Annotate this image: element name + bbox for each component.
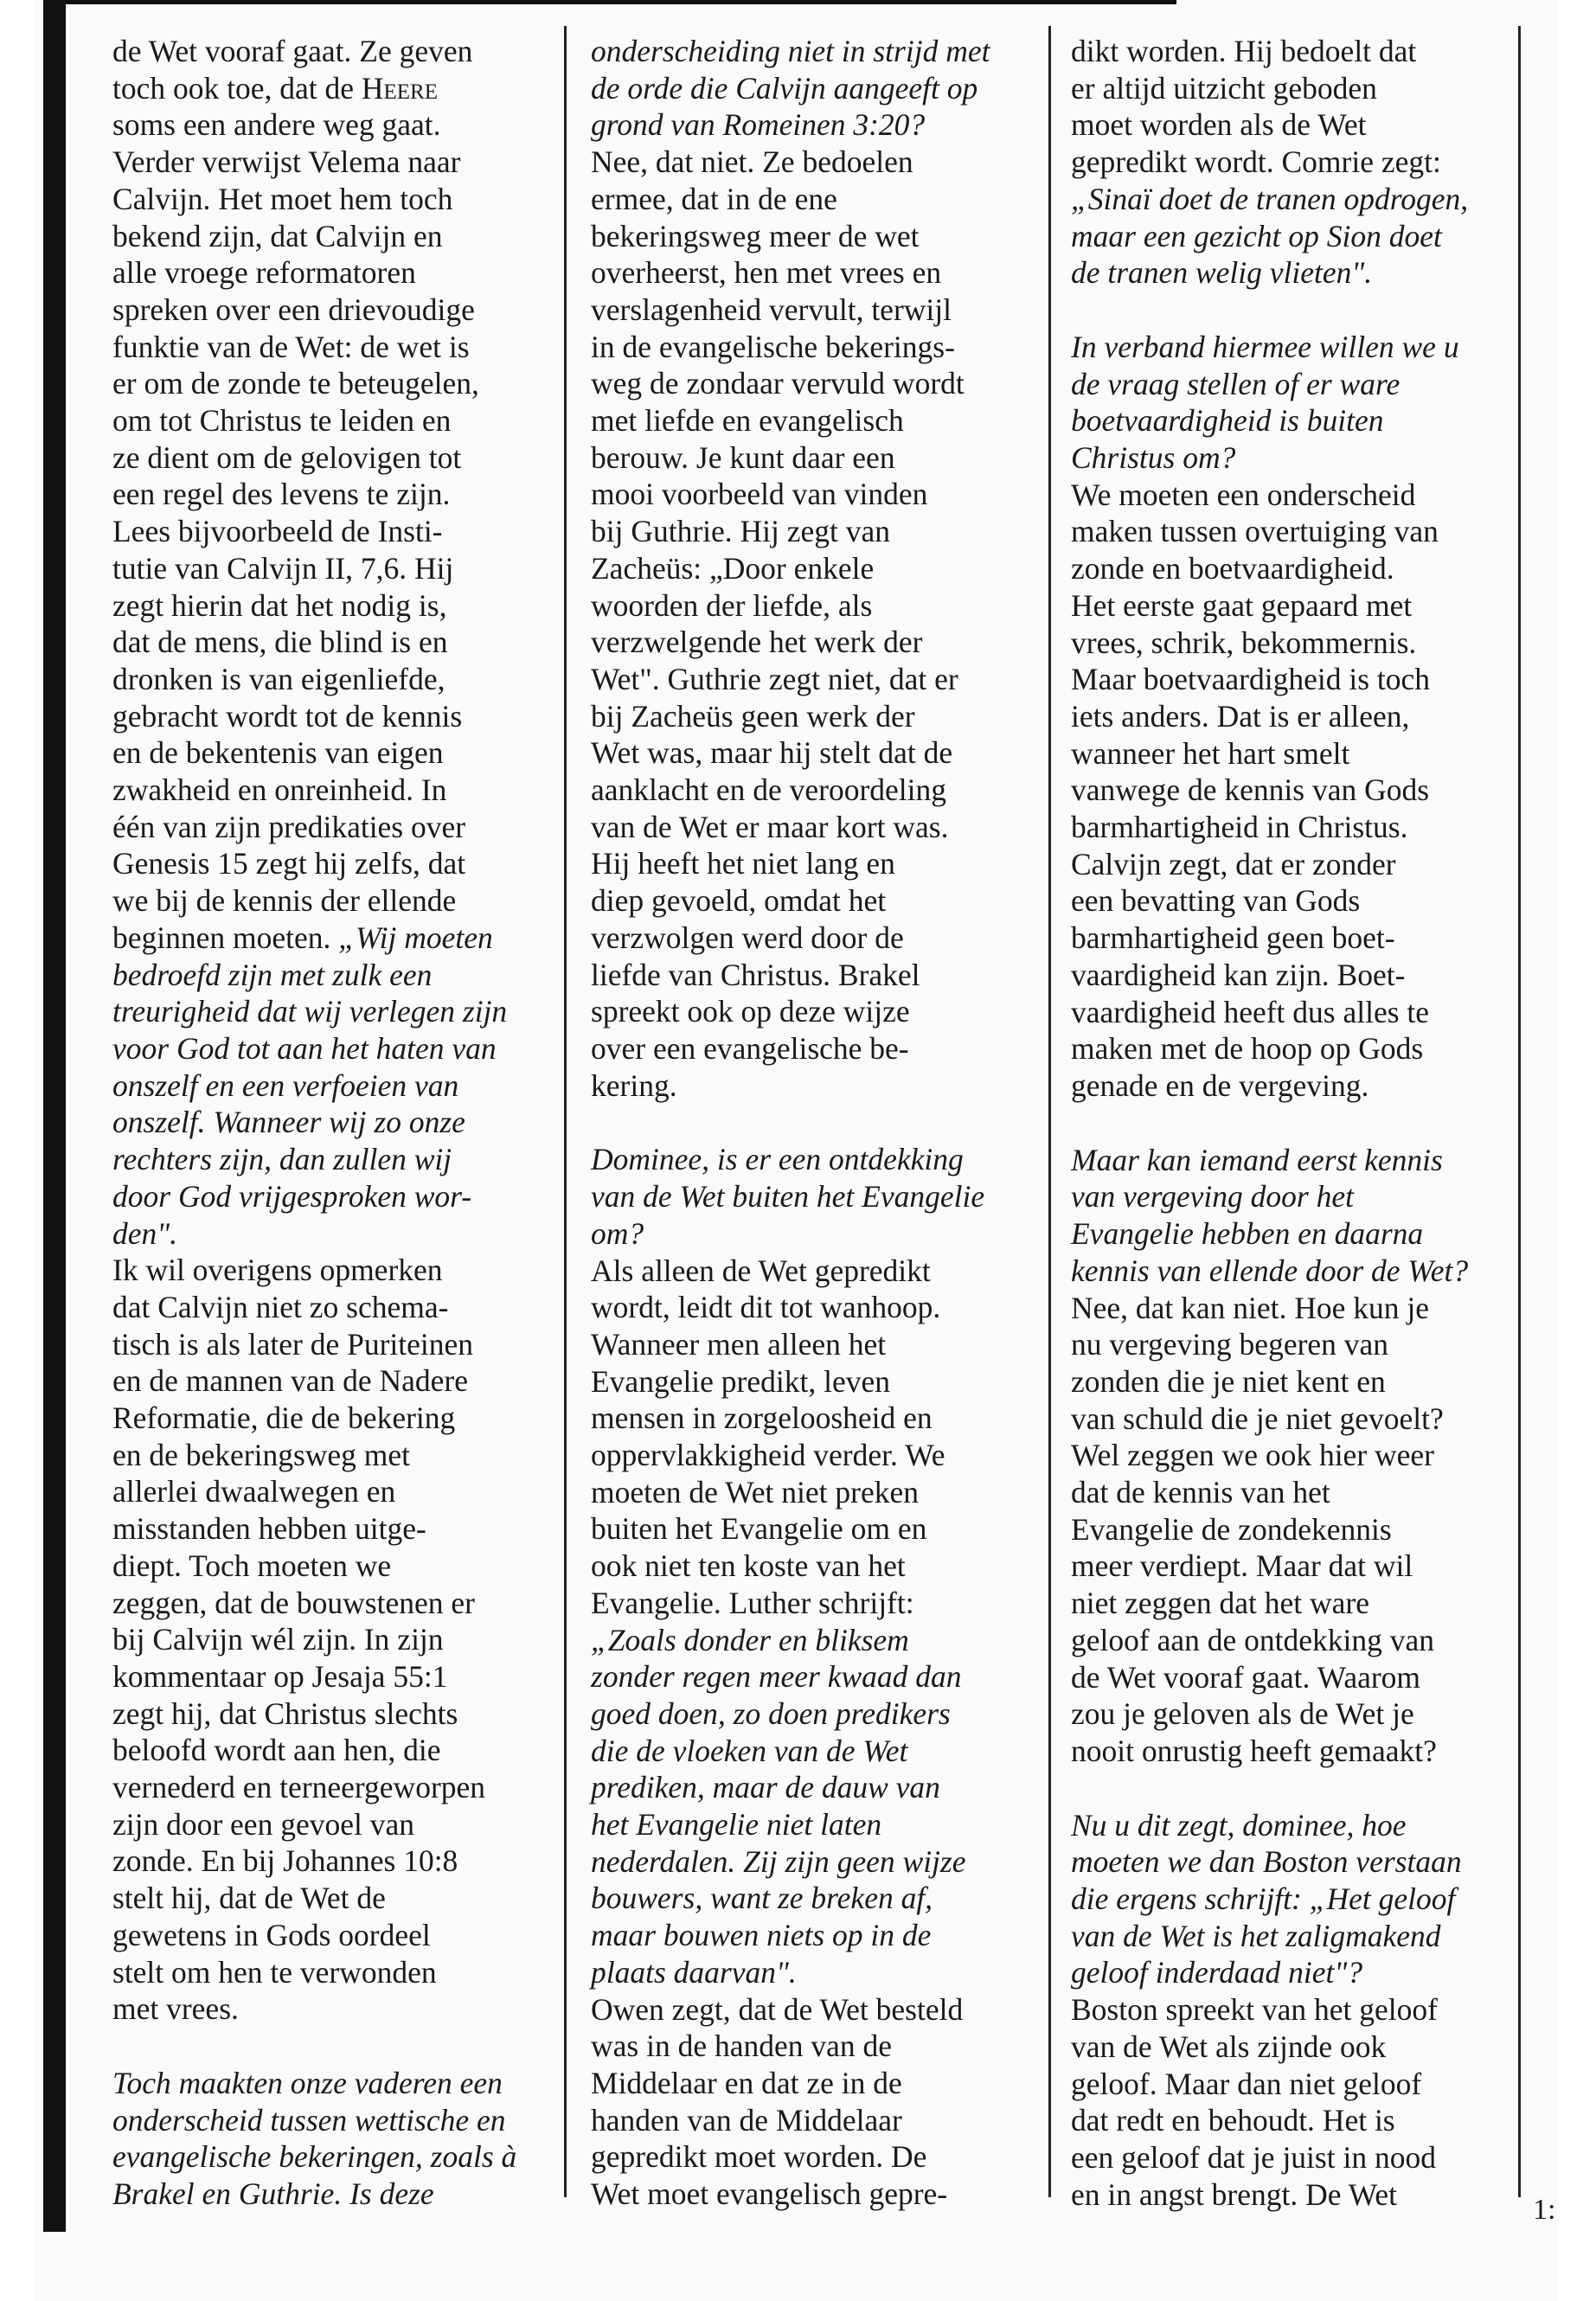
col3-question-line: kennis van ellende door de Wet?: [1071, 1253, 1469, 1288]
col1-question-line: onderscheid tussen wettische en: [112, 2102, 506, 2138]
col3-line: vaardigheid heeft dus alles te: [1071, 994, 1430, 1029]
col2-line: bij Guthrie. Hij zegt van: [591, 514, 891, 549]
col2-question-line: onderscheiding niet in strijd met: [591, 34, 990, 68]
col2-line: ermee, dat in de ene: [591, 181, 837, 216]
col2-line: verslagenheid vervult, terwijl: [591, 292, 952, 327]
col3-line: nooit onrustig heeft gemaakt?: [1071, 1733, 1437, 1768]
col1-text: beginnen moeten.: [112, 920, 331, 955]
col2-quote-line: prediken, maar de dauw van: [591, 1770, 940, 1805]
left-black-edge: [43, 0, 66, 2232]
col1-quote-line: door God vrijgesproken wor-: [112, 1178, 472, 1214]
col3-line: dat de kennis van het: [1071, 1475, 1330, 1510]
col1-line: soms een andere weg gaat.: [112, 107, 441, 143]
col1-quote-line: voor God tot aan het haten van: [112, 1030, 497, 1066]
col3-line: Nee, dat kan niet. Hoe kun je: [1071, 1290, 1430, 1325]
col2-line: oppervlakkigheid verder. We: [591, 1438, 945, 1473]
col1-line: zegt hij, dat Christus slechts: [112, 1695, 458, 1731]
col2-line: Zacheüs: „Door enkele: [591, 550, 875, 586]
col3-line: iets anders. Dat is er alleen,: [1071, 698, 1410, 734]
col3-line: geloof aan de ontdekking van: [1071, 1622, 1434, 1657]
col2-line: bij Zacheüs geen werk der: [591, 698, 915, 734]
col2-line: weg de zondaar vervuld wordt: [591, 366, 965, 401]
col3-line: Maar boetvaardigheid is toch: [1071, 662, 1431, 697]
col1-line: dat de mens, die blind is en: [112, 625, 448, 660]
col2-line: handen van de Middelaar: [591, 2102, 902, 2138]
col2-line: wordt, leidt dit tot wanhoop.: [591, 1290, 941, 1325]
col3-line: en in angst brengt. De Wet: [1071, 2176, 1398, 2212]
col3-line: genade en de vergeving.: [1071, 1067, 1369, 1103]
col2-question-line: grond van Romeinen 3:20?: [591, 107, 926, 143]
col2-line: Owen zegt, dat de Wet besteld: [591, 1991, 964, 2027]
col3-question-line: die ergens schrijft: „Het geloof: [1071, 1881, 1456, 1917]
col3-line: een bevatting van Gods: [1071, 883, 1361, 919]
col3-line: dat redt en behoudt. Het is: [1071, 2103, 1395, 2138]
col1-line: zwakheid en onreinheid. In: [112, 772, 447, 808]
col1-question-line: evangelische bekeringen, zoals à: [112, 2139, 517, 2175]
col1-line: tisch is als later de Puriteinen: [112, 1326, 474, 1362]
col1-line: Verder verwijst Velema naar: [112, 144, 461, 180]
col3-question-line: Nu u dit zegt, dominee, hoe: [1071, 1807, 1407, 1843]
col1-line: één van zijn predikaties over: [112, 809, 466, 844]
col3-line: barmhartigheid in Christus.: [1071, 810, 1408, 845]
col3-line: wanneer het hart smelt: [1071, 735, 1350, 771]
col1-quote-line: bedroefd zijn met zulk een: [112, 957, 433, 992]
col1-line: de Wet vooraf gaat. Ze geven: [112, 34, 473, 68]
col1-line: ze dient om de gelovigen tot: [112, 439, 462, 475]
col3-quote-line: maar een gezicht op Sion doet: [1071, 218, 1442, 253]
col2-question-line: van de Wet buiten het Evangelie: [591, 1179, 985, 1215]
col1-line: en de bekentenis van eigen: [112, 735, 444, 771]
col3-question-line: moeten we dan Boston verstaan: [1071, 1844, 1462, 1880]
col1-line: spreken over een drievoudige: [112, 292, 475, 327]
col1-quote-line: onszelf en een verfoeien van: [112, 1067, 459, 1103]
col3-line: moet worden als de Wet: [1071, 107, 1367, 143]
col1-line: en de mannen van de Nadere: [112, 1363, 469, 1399]
col1-question-line: Toch maakten onze vaderen een: [112, 2065, 503, 2100]
col1-line: zonde. En bij Johannes 10:8: [112, 1843, 458, 1879]
col2-line: diep gevoeld, omdat het: [591, 883, 887, 919]
column-2: [591, 33, 1036, 2213]
col3-line: maken met de hoop op Gods: [1071, 1031, 1424, 1067]
col2-line: Hij heeft het niet lang en: [591, 846, 895, 881]
col2-line: gepredikt moet worden. De: [591, 2139, 927, 2175]
col1-line: tutie van Calvijn II, 7,6. Hij: [112, 550, 454, 586]
col3-line: er altijd uitzicht geboden: [1071, 70, 1377, 106]
col3-line: gepredikt wordt. Comrie zegt:: [1071, 144, 1441, 180]
col2-line: aanklacht en de veroordeling: [591, 772, 947, 808]
col3-line: een geloof dat je juist in nood: [1071, 2139, 1436, 2175]
col2-quote-line: het Evangelie niet laten: [591, 1807, 882, 1843]
col1-line: met vrees.: [112, 1991, 239, 2027]
col2-line: verzwolgen werd door de: [591, 920, 904, 955]
col1-quote-line: rechters zijn, dan zullen wij: [112, 1142, 452, 1177]
col3-line: We moeten een onderscheid: [1071, 477, 1416, 512]
col1-line: om tot Christus te leiden en: [112, 403, 452, 439]
col3-line: Het eerste gaat gepaard met: [1071, 587, 1413, 623]
top-rule: [43, 0, 1176, 4]
col1-line: allerlei dwaalwegen en: [112, 1474, 396, 1509]
col2-line: Nee, dat niet. Ze bedoelen: [591, 144, 913, 180]
col3-line: Boston spreekt van het geloof: [1071, 1992, 1438, 2028]
col2-quote-line: die de vloeken van de Wet: [591, 1733, 908, 1768]
column-1: [112, 33, 545, 2213]
column-rule-1: [564, 26, 567, 2197]
col3-line: dikt worden. Hij bedoelt dat: [1071, 34, 1417, 68]
col3-line: van schuld die je niet gevoelt?: [1071, 1400, 1444, 1436]
col1-line: misstanden hebben uitge-: [112, 1511, 426, 1547]
col3-quote-line: „Sinaï doet de tranen opdrogen,: [1071, 181, 1469, 216]
col1-line: gebracht wordt tot de kennis: [112, 698, 463, 734]
col3-line: zonden die je niet kent en: [1071, 1363, 1386, 1399]
col1-line: zegt hierin dat het nodig is,: [112, 587, 447, 623]
col3-line: Evangelie de zondekennis: [1071, 1511, 1392, 1547]
col3-line: zou je geloven als de Wet je: [1071, 1696, 1414, 1732]
col2-line: Wanneer men alleen het: [591, 1326, 887, 1362]
col1-line: zeggen, dat de bouwstenen er: [112, 1585, 475, 1620]
col1-quote-line: onszelf. Wanneer wij zo onze: [112, 1105, 465, 1140]
col3-line: van de Wet als zijnde ook: [1071, 2029, 1387, 2064]
col2-question-line: de orde die Calvijn aangeeft op: [591, 70, 978, 106]
heere-smallcaps: Heere: [361, 70, 438, 106]
col2-quote-line: plaats daarvan".: [591, 1954, 797, 1990]
col2-line: woorden der liefde, als: [591, 587, 873, 623]
col3-line: de Wet vooraf gaat. Waarom: [1071, 1659, 1421, 1695]
col1-line: kommentaar op Jesaja 55:1: [112, 1658, 448, 1694]
col3-question-line: In verband hiermee willen we u: [1071, 329, 1459, 364]
col1-quote-start: „Wij moeten: [338, 920, 493, 955]
col2-quote-line: nederdalen. Zij zijn geen wijze: [591, 1843, 966, 1879]
col1-question-line: Brakel en Guthrie. Is deze: [112, 2176, 434, 2212]
col3-question-line: geloof inderdaad niet"?: [1071, 1955, 1362, 1990]
col3-line: Wel zeggen we ook hier weer: [1071, 1438, 1434, 1473]
col3-line: niet zeggen dat het ware: [1071, 1586, 1369, 1621]
col3-line: vanwege de kennis van Gods: [1071, 772, 1430, 808]
col2-line: Wet". Guthrie zegt niet, dat er: [591, 661, 958, 696]
col3-line: barmhartigheid geen boet-: [1071, 920, 1395, 956]
col2-quote-line: bouwers, want ze breken af,: [591, 1881, 933, 1916]
page-number: 1:: [1533, 2194, 1556, 2226]
col3-line: maken tussen overtuiging van: [1071, 514, 1439, 549]
col1-quote-line: den".: [112, 1215, 178, 1251]
col1-line: dronken is van eigenliefde,: [112, 661, 445, 696]
col2-line: Als alleen de Wet gepredikt: [591, 1253, 931, 1288]
col2-line: Wet moet evangelisch gepre-: [591, 2176, 948, 2212]
col3-question-line: Evangelie hebben en daarna: [1071, 1216, 1424, 1252]
col1-line: stelt hij, dat de Wet de: [112, 1881, 386, 1916]
col1-line: en de bekeringsweg met: [112, 1437, 411, 1472]
col3-line: zonde en boetvaardigheid.: [1071, 551, 1394, 586]
col2-question-line: Dominee, is er een ontdekking: [591, 1142, 964, 1177]
col3-line: nu vergeving begeren van: [1071, 1327, 1389, 1362]
col2-line: overheerst, hen met vrees en: [591, 255, 942, 291]
col3-question-line: van vergeving door het: [1071, 1179, 1354, 1215]
col3-question-line: van de Wet is het zaligmakend: [1071, 1918, 1441, 1953]
col2-line: Wet was, maar hij stelt dat de: [591, 735, 953, 771]
col3-line: vrees, schrik, bekommernis.: [1071, 625, 1417, 660]
col2-line: spreekt ook op deze wijze: [591, 994, 910, 1029]
col2-line: was in de handen van de: [591, 2029, 892, 2064]
col3-line: meer verdiept. Maar dat wil: [1071, 1548, 1413, 1584]
column-rule-2: [1048, 26, 1051, 2197]
col3-question-line: Maar kan iemand eerst kennis: [1071, 1142, 1443, 1177]
col2-quote-line: zonder regen meer kwaad dan: [591, 1659, 962, 1695]
col3-question-line: de vraag stellen of er ware: [1071, 366, 1401, 401]
col2-quote-line: „Zoals donder en bliksem: [591, 1622, 909, 1657]
col2-question-line: om?: [591, 1215, 644, 1251]
column-3: [1071, 33, 1514, 2213]
col1-line: dat Calvijn niet zo schema-: [112, 1289, 449, 1324]
col2-line: mooi voorbeeld van vinden: [591, 477, 928, 512]
col1-line: we bij de kennis der ellende: [112, 883, 457, 919]
col1-line: Lees bijvoorbeeld de Insti-: [112, 514, 443, 549]
col3-line: Calvijn zegt, dat er zonder: [1071, 846, 1396, 881]
col2-line: berouw. Je kunt daar een: [591, 439, 895, 475]
col1-line: [112, 920, 545, 957]
col1-line: stelt om hen te verwonden: [112, 1954, 437, 1990]
col2-line: met liefde en evangelisch: [591, 403, 904, 439]
col1-line: een regel des levens te zijn.: [112, 477, 451, 512]
col1-line: funktie van de Wet: de wet is: [112, 329, 470, 364]
col2-quote-line: goed doen, zo doen predikers: [591, 1695, 951, 1731]
col1-line: Reformatie, die de bekering: [112, 1400, 456, 1436]
col1-line: Ik wil overigens opmerken: [112, 1253, 443, 1288]
col3-question-line: boetvaardigheid is buiten: [1071, 403, 1384, 439]
col1-line: diept. Toch moeten we: [112, 1548, 392, 1583]
col2-line: in de evangelische bekerings-: [591, 329, 955, 364]
col3-question-line: Christus om?: [1071, 440, 1236, 476]
col2-line: Middelaar en dat ze in de: [591, 2065, 902, 2100]
col2-line: kering.: [591, 1067, 677, 1103]
col1-line: beloofd wordt aan hen, die: [112, 1733, 441, 1768]
col2-quote-line: maar bouwen niets op in de: [591, 1918, 932, 1953]
col2-line: bekeringsweg meer de wet: [591, 218, 920, 253]
col2-line: van de Wet er maar kort was.: [591, 809, 949, 844]
col2-line: over een evangelische be-: [591, 1030, 909, 1066]
col2-line: ook niet ten koste van het: [591, 1548, 906, 1584]
col1-line: vernederd en terneergeworpen: [112, 1770, 486, 1805]
col2-line: verzwelgende het werk der: [591, 625, 923, 660]
col1-line: bekend zijn, dat Calvijn en: [112, 218, 443, 253]
col1-line: bij Calvijn wél zijn. In zijn: [112, 1622, 444, 1657]
col2-line: mensen in zorgeloosheid en: [591, 1400, 933, 1436]
col2-line: moeten de Wet niet preken: [591, 1474, 919, 1509]
col2-line: buiten het Evangelie om en: [591, 1511, 927, 1547]
column-rule-3: [1518, 26, 1521, 2197]
col2-line: Evangelie. Luther schrijft:: [591, 1585, 914, 1620]
col3-line: vaardigheid kan zijn. Boet-: [1071, 957, 1406, 992]
col3-quote-line: de tranen welig vlieten".: [1071, 255, 1373, 291]
col1-line: zijn door een gevoel van: [112, 1806, 414, 1842]
col1-quote-line: treurigheid dat wij verlegen zijn: [112, 994, 508, 1029]
col2-line: Evangelie predikt, leven: [591, 1363, 890, 1399]
col2-line: liefde van Christus. Brakel: [591, 957, 920, 992]
col1-line: toch ook toe, dat de Heere: [112, 70, 438, 106]
col1-line: Genesis 15 zegt hij zelfs, dat: [112, 846, 466, 881]
col3-line: geloof. Maar dan niet geloof: [1071, 2066, 1422, 2101]
col1-line: gewetens in Gods oordeel: [112, 1917, 431, 1952]
col1-line: alle vroege reformatoren: [112, 255, 416, 291]
col1-line: Calvijn. Het moet hem toch: [112, 181, 453, 216]
col1-line: er om de zonde te beteugelen,: [112, 366, 479, 401]
